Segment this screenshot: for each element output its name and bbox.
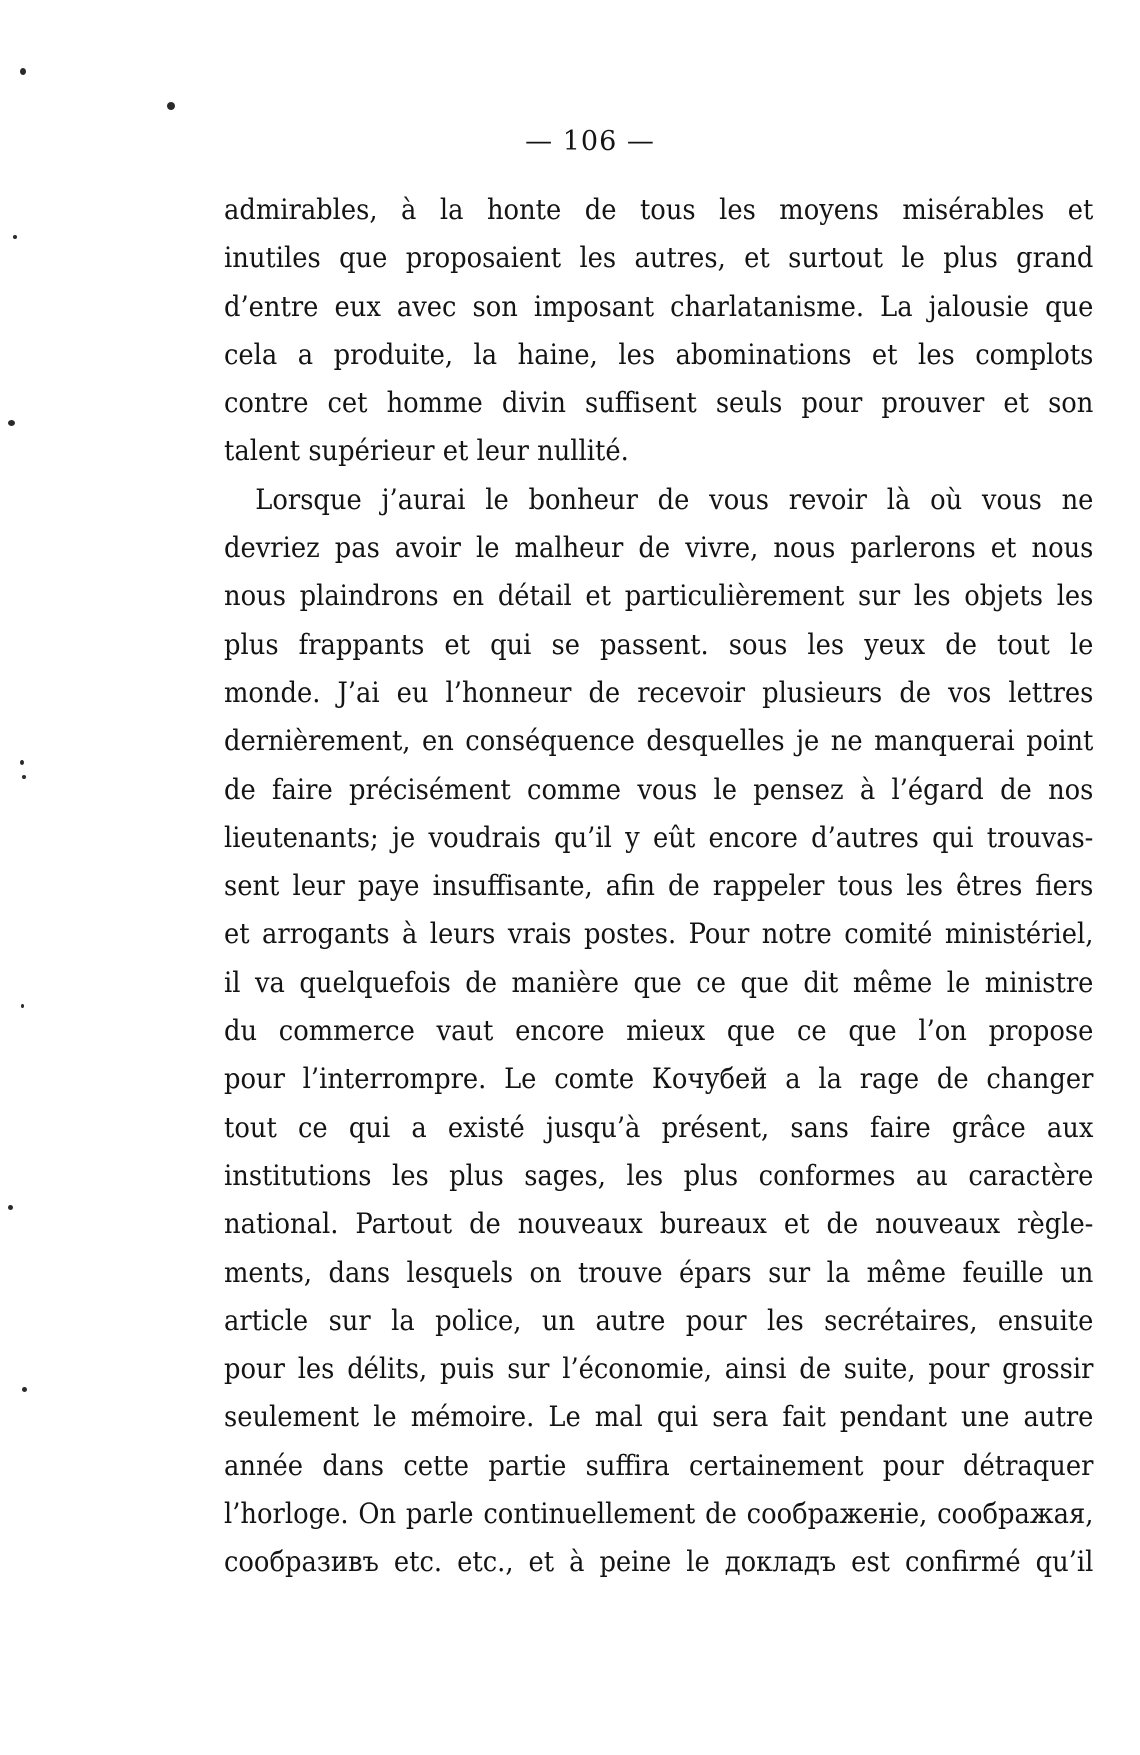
page-number: — 106 — <box>525 126 655 157</box>
scan-speck <box>8 420 15 426</box>
text-line: dernièrement, en conséquence desquelles je ne manquerai point <box>224 724 1094 758</box>
scan-speck <box>20 760 24 765</box>
scan-speck <box>22 1387 27 1392</box>
text-line: monde. J’ai eu l’honneur de recevoir plusieurs de vos lettres <box>224 675 1094 709</box>
text-line: tout ce qui a existé jusqu’à présent, sans faire grâce aux <box>224 1110 1094 1144</box>
text-line: article sur la police, un autre pour les secrétaires, ensuite <box>224 1303 1094 1337</box>
text-line: Lorsque j’aurai le bonheur de vous revoir là où vous ne <box>255 482 1094 516</box>
text-line: nous plaindrons en détail et particulièrement sur les objets les <box>224 579 1094 613</box>
text-line: talent supérieur et leur nullité. <box>224 434 629 468</box>
text-line: ments, dans lesquels on trouve épars sur la même feuille un <box>224 1255 1094 1289</box>
text-line: de faire précisément comme vous le pensez à l’égard de nos <box>224 772 1094 806</box>
scan-speck <box>167 102 175 110</box>
scan-speck <box>22 775 26 779</box>
text-line: lieutenants; je voudrais qu’il y eût encore d’autres qui trouvas- <box>224 820 1094 854</box>
text-line: l’horloge. On parle continuellement de соображенiе, соображая, <box>224 1497 1094 1531</box>
text-line: plus frappants et qui se passent. sous les yeux de tout le <box>224 627 1094 661</box>
scan-speck <box>20 68 26 75</box>
text-line: pour l’interrompre. Le comte Кочубей a la rage de changer <box>224 1062 1094 1096</box>
text-line: national. Partout de nouveaux bureaux et de nouveaux règle- <box>224 1207 1094 1241</box>
text-line: seulement le mémoire. Le mal qui sera fait pendant une autre <box>224 1400 1094 1434</box>
text-line: admirables, à la honte de tous les moyens misérables et <box>224 193 1094 226</box>
text-line: сообразивъ etc. etc., et à peine le докладъ est confirmé qu’il <box>224 1545 1094 1579</box>
text-line: année dans cette partie suffira certainement pour détraquer <box>224 1448 1094 1482</box>
scan-speck <box>21 1004 24 1008</box>
scan-speck <box>8 1205 13 1210</box>
text-line: il va quelquefois de manière que ce que dit même le ministre <box>224 965 1094 999</box>
text-line: cela a produite, la haine, les abominations et les complots <box>224 337 1094 371</box>
text-line: pour les délits, puis sur l’économie, ainsi de suite, pour grossir <box>224 1352 1094 1386</box>
scan-speck <box>13 235 17 239</box>
text-line: sent leur paye insuffisante, afin de rappeler tous les êtres fiers <box>224 869 1094 903</box>
text-line: institutions les plus sages, les plus conformes au caractère <box>224 1158 1094 1192</box>
text-line: du commerce vaut encore mieux que ce que l’on propose <box>224 1014 1094 1048</box>
text-line: inutiles que proposaient les autres, et surtout le plus grand <box>224 241 1094 275</box>
text-line: devriez pas avoir le malheur de vivre, nous parlerons et nous <box>224 531 1094 565</box>
text-line: contre cet homme divin suffisent seuls pour prouver et son <box>224 386 1094 420</box>
text-line: d’entre eux avec son imposant charlatanisme. La jalousie que <box>224 289 1094 323</box>
text-line: et arrogants à leurs vrais postes. Pour notre comité ministériel, <box>224 917 1094 951</box>
body-text <box>224 186 1094 1587</box>
